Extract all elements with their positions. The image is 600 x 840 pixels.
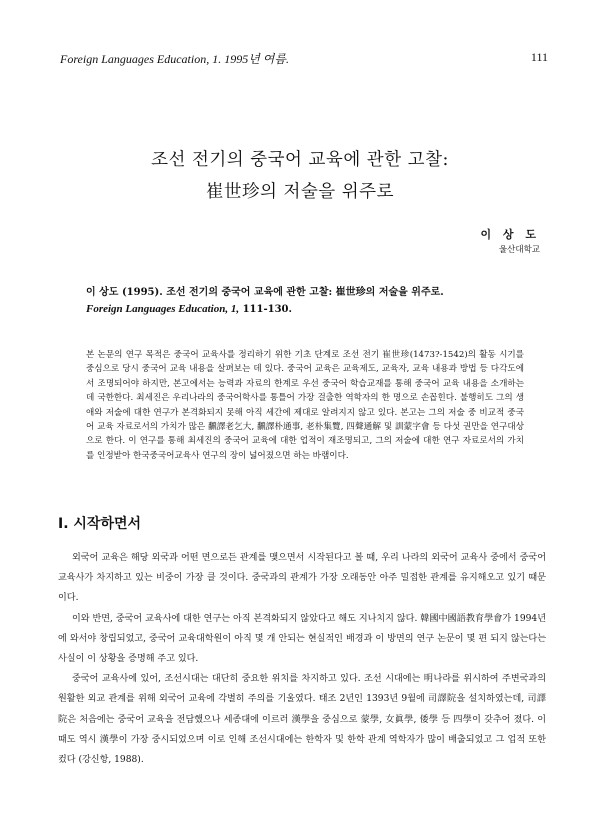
paper-title-line1: 조선 전기의 중국어 교육에 관한 고찰: [151,150,449,170]
paper-title-line2: 崔世珍의 저술을 위주로 [206,182,394,202]
citation [86,285,546,318]
body-paragraph: 외국어 교육은 해당 외국과 어떤 면으로든 관계를 맺으면서 시작된다고 볼 때, 우리 나라의 외국어 교육사 중에서 중국어 교육사가 차지하고 있는 비중이 가장 클 것이다. 중국과의 관계가 가장 오래동안 아주 밀접한 관계를 유지해오고 있기 때문이다. [58,553,546,604]
author-name: 이 상 도 [480,228,540,241]
citation-journal: Foreign Languages Education, 1, [86,303,240,315]
citation-pages: 111-130. [242,304,292,315]
citation-line: 이 상도 (1995). 조선 전기의 중국어 교육에 관한 고찰: 崔世珍의 저술을 위주로. [86,287,444,298]
section-heading: I. 시작하면서 [58,516,142,532]
body-text [58,548,546,770]
citation-journal-line [86,301,546,318]
abstract-text: 본 논문의 연구 목적은 중국어 교육사를 정리하기 위한 기초 단계로 조선 전기 崔世珍(1473?-1542)의 활동 시기를 중심으로 당시 중국어 교육 내용을 살펴보는 데 있다. 중국어 교육은 교육제도, 교육자, 교육 내용과 방법 등 다각도에서 조명되어야 하지만, 본고에서는 능력과 자료의 한계로 우선 중국어 학습교재를 통해 중국어 교육 내용을 소개하는데 국한한다. 최세진은 우리나라의 중국어학사를 통틀어 가장 걸출한 역학자의 한 명으로 손꼽힌다. 불행히도 그의 생애와 저술에 대한 연구가 본격화되지 못해 아직 세간에 제대로 알려지지 않고 있다. 본고는 그의 저술 중 비교적 중국어 교육 자료로서의 가치가 많은 飜譯老乞大, 飜譯朴通事, 老朴集覽, 四聲通解 및 訓蒙字會 등 다섯 권만을 연구대상으로 한다. 이 연구를 통해 최세진의 중국어 교육에 대한 업적이 재조명되고, 그의 저술에 대한 연구 자료로서의 가치를 인정받아 한국중국어교육사 연구의 장이 넓어졌으면 하는 바램이다. [86,350,524,461]
running-head: Foreign Languages Education, 1. 1995년 여름. [60,52,289,66]
author-affiliation: 울산대학교 [498,245,540,255]
body-paragraph: 이와 반면, 중국어 교육사에 대한 연구는 아직 본격화되지 않았다고 해도 지나치지 않다. 韓國中國語教育學會가 1994년에 와서야 창립되었고, 중국어 교육대학원이 아직 몇 개 안되는 현실적인 배경과 이 방면의 연구 논문이 몇 편 되지 않는다는 사실이 이 상황을 증명해 주고 있다. [58,613,546,665]
page-number: 111 [530,50,548,64]
abstract [86,348,524,463]
body-paragraph: 중국어 교육사에 있어, 조선시대는 대단히 중요한 위치를 차지하고 있다. 조선 시대에는 明나라를 위시하여 주변국과의 원활한 외교 관계를 위해 외국어 교육에 각별히 주의를 기울였다. 태조 2년인 1393년 9월에 司譯院을 설치하였는데, 司譯院은 처음에는 중국어 교육을 전담했으나 세종대에 이르러 漢學을 중심으로 蒙學, 女眞學, 倭學 등 四學이 갖추어 졌다. 이 때도 역시 漢學이 가장 중시되었으며 이로 인해 조선시대에는 한학자 및 한학 관계 역학자가 많이 배출되었고 그 업적 또한 컸다 (강신항, 1988). [58,674,546,766]
